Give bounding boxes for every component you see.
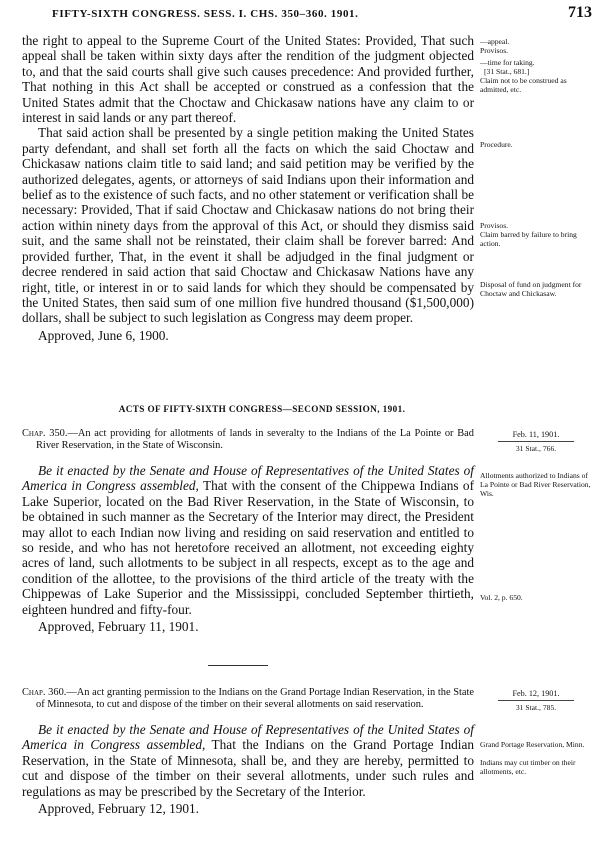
- sidenote-disposal-fund: Disposal of fund on judgment for Choctaw and Chickasaw.: [480, 280, 582, 298]
- chapter-360-heading: [22, 687, 474, 711]
- chapter-360-date: Feb. 12, 1901.: [498, 689, 574, 701]
- chapter-360-label: Chap. 360.: [22, 687, 67, 698]
- paragraph-appeal: the right to appeal to the Supreme Court of the United States: Provided, That such appeal shall be taken within sixty days after the rendition of the judgment objected to, and that the said courts shall give such causes precedence: And provided further, That nothing in this Act shall be accepted or construed as a confession that the United States admit that the Choctaw and Chickasaw nations have any claim to or interest in said lands or any part thereof.: [22, 33, 474, 126]
- approved-line-1: Approved, June 6, 1900.: [38, 327, 169, 343]
- divider-rule: [208, 665, 268, 666]
- chapter-350-title: —An act providing for allotments of lands in severalty to the Indians of the La Pointe or Bad River Reservation, in the State of Wisconsin.: [36, 428, 474, 451]
- sidenote-provisos-2: Provisos.: [480, 221, 509, 230]
- sidenote-time: —time for taking.: [480, 58, 535, 67]
- sidenote-provisos-1: Provisos.: [480, 46, 509, 55]
- section-title: ACTS OF FIFTY-SIXTH CONGRESS—SECOND SESSION, 1901.: [118, 404, 406, 414]
- sidenote-cut-timber: Indians may cut timber on their allotments, etc.: [480, 758, 576, 776]
- chapter-350-label: Chap. 350.: [22, 428, 68, 439]
- sidenote-claim-barred: Claim barred by failure to bring action.: [480, 230, 577, 248]
- running-title: FIFTY-SIXTH CONGRESS. SESS. I. CHS. 350–360. 1901.: [52, 8, 359, 20]
- continued-section: [22, 33, 474, 343]
- sidenote-stat-681: [31 Stat., 681.]: [484, 67, 530, 76]
- sidenote-procedure: Procedure.: [480, 140, 513, 149]
- sidenote-claim-not-admitted: Claim not to be construed as admitted, etc.: [480, 76, 567, 94]
- chapter-360-date-box: [480, 689, 592, 712]
- chapter-360-text: [22, 722, 474, 799]
- chapter-350-date-box: [480, 430, 592, 453]
- chapter-350-heading: [22, 428, 474, 452]
- enacting-clause-350: Be it enacted by the Senate and House of Representatives of the United States of America in Congress assembled,: [22, 463, 474, 494]
- enacting-clause-360: Be it enacted by the Senate and House of Representatives of the United States of America in Congress assembled,: [22, 722, 474, 753]
- chapter-350-body: That with the consent of the Chippewa Indians of Lake Superior, located on the Bad River Reservation, in the State of Wisconsin, to be obtained in such manner as the Secretary of the Interior may direct, the President may allot to each Indian now living and residing on said reservation and entitled to so reside, and who has not heretofore received an allotment, not exceeding eighty acres of land, such allotments to be subject in all respects, except as to the age and condition of the allottee, to the provisions of the third article of the treaty with the Chippewas of Lake Superior and the Mississippi, concluded September thirtieth, eighteen hundred and fifty-four.: [22, 478, 474, 617]
- chapter-350-text: [22, 463, 474, 617]
- chapter-360-stat: 31 Stat., 785.: [515, 703, 557, 712]
- sidenote-allotments: Allotments authorized to Indians of La Pointe or Bad River Reservation, Wis.: [480, 471, 591, 498]
- chapter-350: [22, 428, 474, 634]
- chapter-360-title: —An act granting permission to the Indians on the Grand Portage Indian Reservation, in the State of Minnesota, to cut and dispose of the timber on their several allotments on said reservation.: [36, 687, 474, 710]
- chapter-360: [22, 687, 474, 816]
- chapter-350-stat: 31 Stat., 766.: [515, 444, 557, 453]
- chapter-350-date: Feb. 11, 1901.: [498, 430, 574, 442]
- sidenote-vol2: Vol. 2, p. 650.: [480, 593, 523, 602]
- chapter-360-body: That the Indians on the Grand Portage Indian Reservation, in the State of Minnesota, shall be, and they are hereby, permitted to cut and dispose of the timber on their several allotments, under such rules and regulations as may be prescribed by the Secretary of the Interior.: [22, 737, 475, 799]
- sidenote-grand-portage: Grand Portage Reservation, Minn.: [480, 740, 585, 749]
- paragraph-procedure: That said action shall be presented by a single petition making the United States party defendant, and shall set forth all the facts on which the said Choctaw and Chickasaw nations claim title to said land; and said petition may be verified by the authorized delegates, agents, or attorneys of said Indians upon their information and belief as to the existence of such facts, and no other statement or verification shall be necessary: Provided, That if said Choctaw and Chickasaw nations do not bring their action within ninety days from the approval of this Act, or should they dismiss said suit, and the same shall not be reinstated, their claim shall be forever barred: And provided further, That, in the event it shall be adjudged in the final judgment or decree rendered in said action that said Choctaw and Chickasaw Nations have any right, title, or interest in or to said lands for which they should be compensated by the United States, then said sum of one million five hundred thousand ($1,500,000) dollars, shall be subject to such legislation as Congress may deem proper.: [22, 125, 474, 326]
- sidenote-appeal: —appeal.: [480, 37, 510, 46]
- approved-line-3: Approved, February 12, 1901.: [38, 801, 200, 817]
- approved-line-2: Approved, February 11, 1901.: [38, 619, 199, 635]
- page-number: 713: [568, 4, 592, 21]
- running-header: [22, 4, 592, 26]
